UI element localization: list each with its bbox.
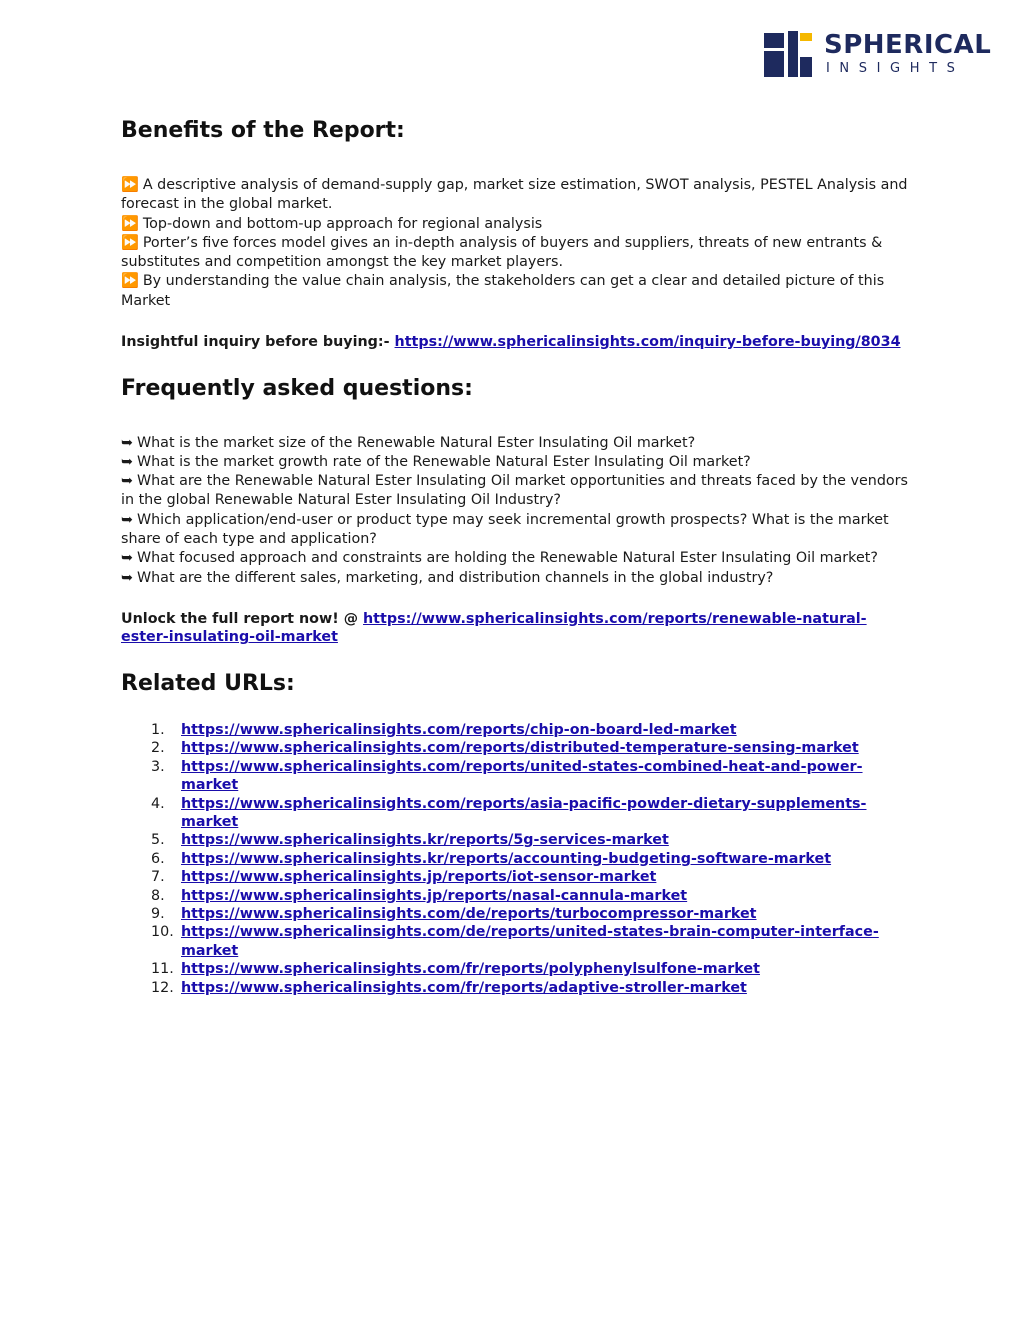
arrow-icon: ➥ [121,453,133,470]
related-url-link[interactable]: https://www.sphericalinsights.com/fr/reports/polyphenylsulfone-market [181,961,760,978]
inquiry-label: Insightful inquiry before buying:- [121,334,390,351]
related-url-link[interactable]: https://www.sphericalinsights.com/reports/distributed-temperature-sensing-market [181,740,859,757]
related-url-item: 7. https://www.sphericalinsights.jp/reports/iot-sensor-market [151,869,657,886]
spherical-insights-logo-icon [764,31,812,77]
faq-list [121,434,911,588]
fast-forward-icon: ⏩ [121,234,139,251]
related-url-link[interactable]: https://www.sphericalinsights.com/fr/reports/adaptive-stroller-market [181,979,747,996]
related-url-item: 11. https://www.sphericalinsights.com/fr/reports/polyphenylsulfone-market [151,961,760,978]
benefits-heading: Benefits of the Report: [121,118,405,143]
inquiry-line [121,333,911,352]
faq-item: ➥ Which application/end-user or product type may seek incremental growth prospects? What is the market share of each type and application? [121,511,889,548]
related-url-item: 12. https://www.sphericalinsights.com/fr/reports/adaptive-stroller-market [151,979,747,996]
arrow-icon: ➥ [121,434,133,451]
document-body [121,116,911,997]
related-url-link[interactable]: https://www.sphericalinsights.jp/reports/iot-sensor-market [181,869,657,886]
arrow-icon: ➥ [121,550,133,567]
related-url-link[interactable]: https://www.sphericalinsights.jp/reports/nasal-cannula-market [181,887,688,904]
related-url-link[interactable]: https://www.sphericalinsights.kr/reports/accounting-budgeting-software-market [181,850,832,867]
related-url-item: 3. https://www.sphericalinsights.com/reports/united-states-combined-heat-and-power-market [151,758,863,794]
benefit-item: ⏩ Porter’s five forces model gives an in-depth analysis of buyers and suppliers, threats of new entrants & substitutes and competition amongst the key market players. [121,234,883,271]
related-url-item: 6. https://www.sphericalinsights.kr/reports/accounting-budgeting-software-market [151,850,832,867]
faq-item: ➥ What is the market growth rate of the Renewable Natural Ester Insulating Oil market? [121,453,751,470]
arrow-icon: ➥ [121,569,133,586]
related-url-link[interactable]: https://www.sphericalinsights.com/reports/asia-pacific-powder-dietary-supplements-market [181,795,867,830]
spherical-insights-logo [764,30,992,80]
fast-forward-icon: ⏩ [121,215,139,232]
faq-item: ➥ What are the different sales, marketing, and distribution channels in the global industry? [121,569,774,586]
related-url-link[interactable]: https://www.sphericalinsights.com/reports/united-states-combined-heat-and-power-market [181,758,863,794]
benefits-list [121,176,911,311]
related-url-item: 1. https://www.sphericalinsights.com/reports/chip-on-board-led-market [151,721,737,738]
related-url-link[interactable]: https://www.sphericalinsights.com/reports/chip-on-board-led-market [181,721,737,738]
related-url-link[interactable]: https://www.sphericalinsights.kr/reports/5g-services-market [181,832,669,849]
logo-brand-text: SPHERICAL [824,30,992,60]
related-url-item: 10. https://www.sphericalinsights.com/de/reports/united-states-brain-computer-interface-market [151,924,879,959]
arrow-icon: ➥ [121,511,133,528]
related-url-item: 4. https://www.sphericalinsights.com/reports/asia-pacific-powder-dietary-supplements-market [151,795,867,830]
faq-heading: Frequently asked questions: [121,375,473,401]
unlock-line [121,610,911,647]
related-url-item: 5. https://www.sphericalinsights.kr/reports/5g-services-market [151,832,669,849]
unlock-link[interactable]: https://www.sphericalinsights.com/reports/renewable-natural-ester-insulating-oil-market [121,610,867,646]
logo-sub-text: INSIGHTS [826,61,965,76]
related-url-link[interactable]: https://www.sphericalinsights.com/de/reports/united-states-brain-computer-interface-market [181,924,879,959]
arrow-icon: ➥ [121,473,133,490]
related-heading: Related URLs: [121,670,295,696]
related-url-item: 2. https://www.sphericalinsights.com/reports/distributed-temperature-sensing-market [151,740,859,757]
faq-item: ➥ What focused approach and constraints are holding the Renewable Natural Ester Insulating Oil market? [121,550,878,567]
benefit-item: ⏩ A descriptive analysis of demand-supply gap, market size estimation, SWOT analysis, PESTEL Analysis and forecast in the global market. [121,177,908,213]
benefit-item: ⏩ By understanding the value chain analysis, the stakeholders can get a clear and detailed picture of this Market [121,273,885,309]
faq-item: ➥ What are the Renewable Natural Ester Insulating Oil market opportunities and threats faced by the vendors in the global Renewable Natural Ester Insulating Oil Industry? [121,473,908,509]
faq-item: ➥ What is the market size of the Renewable Natural Ester Insulating Oil market? [121,434,696,451]
related-url-link[interactable]: https://www.sphericalinsights.com/de/reports/turbocompressor-market [181,906,757,923]
related-urls-list [121,721,911,997]
benefit-item: ⏩ Top-down and bottom-up approach for regional analysis [121,215,543,232]
related-url-item: 9. https://www.sphericalinsights.com/de/reports/turbocompressor-market [151,906,757,923]
fast-forward-icon: ⏩ [121,177,139,193]
inquiry-link[interactable]: https://www.sphericalinsights.com/inquiry-before-buying/8034 [394,334,901,351]
unlock-label: Unlock the full report now! @ [121,610,359,627]
fast-forward-icon: ⏩ [121,273,139,290]
related-url-item: 8. https://www.sphericalinsights.jp/reports/nasal-cannula-market [151,887,688,904]
